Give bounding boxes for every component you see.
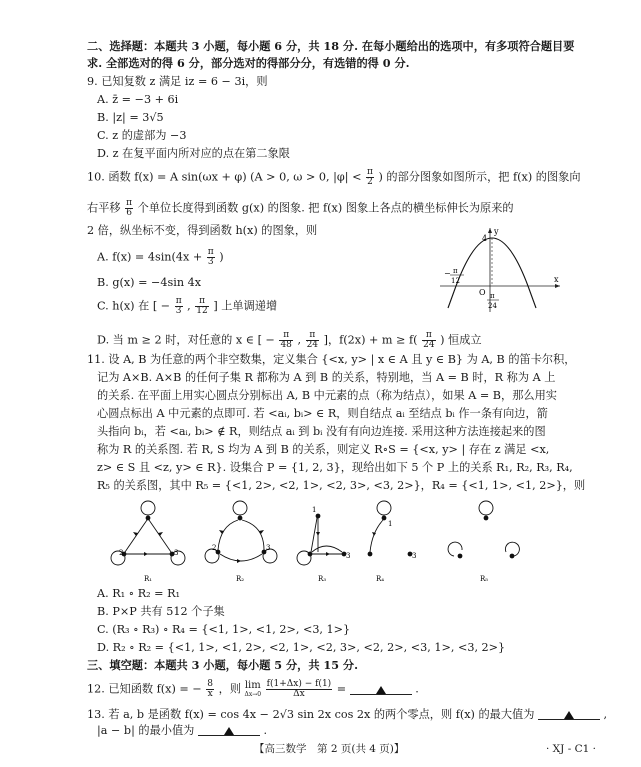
q11-option-a: A. R₁ ∘ R₂ = R₁ [97, 587, 180, 600]
q11-option-b: B. P×P 共有 512 个子集 [97, 605, 225, 618]
q11-line-5: 头指向 bᵢ，若 <aᵢ, bᵢ> ∉ R，则结点 aᵢ 到 bᵢ 没有有向边连接. 采用这种方法连接起来的图 [97, 425, 546, 438]
svg-text:1: 1 [388, 520, 393, 528]
q9-option-d: D. z 在复平面内所对应的点在第二象限 [97, 147, 290, 160]
q13-line-2: |a − b| 的最小值为 . [97, 724, 268, 737]
q9-option-c: C. z 的虚部为 −3 [97, 129, 187, 142]
graph-r2-label: R₂ [236, 575, 245, 583]
q10-line-3: 2 倍，纵坐标不变，得到函数 h(x) 的图象，则 [87, 224, 318, 237]
footer-page-info: 【高三数学 第 2 页(共 4 页)】 [254, 743, 405, 755]
q10-option-d: D. 当 m ≥ 2 时，对任意的 x ∈ [ − $\frac{\pi}{48}$ , $\frac{\pi}{24}$ ]，f(2x) + m ≥ f( $\frac{\pi}{24}$ ) 恒成立 [97, 330, 482, 350]
graph-y-tick-4: 4 [482, 234, 488, 243]
graph-r1-label: R₁ [144, 575, 153, 583]
svg-text:1: 1 [312, 506, 317, 514]
q13-answer-blank-1[interactable] [538, 707, 600, 720]
graph-r4-label: R₄ [376, 575, 385, 583]
graph-x-tick-left-den: 12 [451, 277, 460, 285]
q11-line-6: 称为 R 的关系图. 若 R, S 均为 A 到 B 的关系，则定义 R∘S = {<x, y> | 存在 z 满足 <x, [97, 443, 550, 456]
section-3-heading: 三、填空题：本题共 3 小题，每小题 5 分，共 15 分. [87, 658, 358, 672]
graph-origin: O [479, 288, 486, 297]
section-2-heading-line-2: 求. 全部选对的得 6 分，部分选对的得部分分，有选错的得 0 分. [87, 56, 410, 70]
q10-option-c: C. h(x) 在 [ − $\frac{\pi}{3}$ , $\frac{\pi}{12}$ ] 上单调递增 [97, 296, 278, 316]
graph-r3-label: R₃ [318, 575, 327, 583]
q11-line-8: R₅ 的关系图，其中 R₅ = {<1, 2>, <2, 1>, <2, 3>, <3, 2>}，R₄ = {<1, 1>, <1, 2>}，则 [97, 479, 586, 492]
q10-option-a: A. f(x) = 4sin(4x + $\frac{\pi}{3}$ ) [97, 247, 224, 267]
q10-stem-part-2: ) 的部分图象如图所示，把 f(x) 的图象向 [378, 170, 581, 184]
triangle-icon [224, 727, 234, 735]
q11-line-1: 11. 设 A, B 为任意的两个非空数集，定义集合 {<x, y> | x ∈ A 且 y ∈ B} 为 A, B 的笛卡尔积， [87, 353, 576, 366]
q11-option-d: D. R₂ ∘ R₂ = {<1, 1>, <1, 2>, <2, 1>, <2, 3>, <2, 2>, <3, 1>, <3, 2>} [97, 641, 506, 654]
graph-r5-label: R₅ [480, 575, 489, 583]
svg-text:2: 2 [119, 549, 124, 557]
q9-option-a: A. z̄ = −3 + 6i [97, 93, 179, 106]
q10-stem [87, 168, 581, 187]
svg-text:3: 3 [412, 552, 417, 560]
graph-x-tick-right-num: π [490, 292, 495, 300]
svg-text:3: 3 [174, 549, 179, 557]
q12-stem: 12. 已知函数 f(x) = − $\frac{8}{x}$ ，则 lim Δx→0 $\frac{f(1+\Delta x) - f(1)}{\Delta x}$ = . [87, 679, 419, 699]
graph-r4 [368, 501, 417, 583]
graph-r2 [205, 501, 277, 583]
q13-line-1: 13. 若 a, b 是函数 f(x) = cos 4x − 2√3 sin 2x cos 2x 的两个零点，则 f(x) 的最大值为 , [87, 708, 608, 721]
q10-frac-pi-over-2: $\frac{\pi}{2}$ [367, 167, 373, 187]
svg-text:2: 2 [212, 544, 217, 552]
q11-line-2: 记为 A×B. A×B 的任何子集 R 都称为 A 到 B 的关系，特别地，当 A = B 时，R 称为 A 上 [97, 371, 556, 384]
q11-line-4: 心圆点标出 A 中元素的点即可. 若 <aᵢ, bᵢ> ∈ R，则自结点 aᵢ 至结点 bᵢ 作一条有向边，箭 [97, 407, 548, 420]
svg-text:3: 3 [266, 544, 271, 552]
q10-stem-part-1: 10. 函数 f(x) = A sin(ωx + φ) (A > 0, ω > 0, |φ| < [87, 170, 362, 184]
graph-x-tick-left-sign: − [444, 269, 451, 278]
q10-line-2: 右平移 $\frac{\pi}{6}$ 个单位长度得到函数 g(x) 的图象. 把 f(x) 图象上各点的横坐标伸长为原来的 [87, 198, 514, 218]
graph-x-tick-right-den: 24 [488, 302, 497, 310]
q11-line-7: z> ∈ S 且 <z, y> ∈ R}. 设集合 P = {1, 2, 3}，现给出如下 5 个 P 上的关系 R₁, R₂, R₃, R₄, [97, 461, 573, 474]
q9-stem: 9. 已知复数 z 满足 iz = 6 − 3i，则 [87, 75, 268, 88]
q9-option-b: B. |z| = 3√5 [97, 111, 164, 124]
graph-y-label: y [494, 227, 499, 236]
q10-sine-graph [436, 224, 566, 314]
triangle-icon [564, 711, 574, 719]
graph-x-tick-left-num: π [453, 267, 458, 275]
graph-r5 [448, 501, 519, 583]
q10-option-b: B. g(x) = −4sin 4x [97, 276, 202, 289]
q10-frac-pi-over-6: $\frac{\pi}{6}$ [126, 198, 133, 218]
graph-x-label: x [554, 275, 559, 284]
q12-answer-blank[interactable] [350, 682, 412, 695]
section-2-heading-line-1: 二、选择题：本题共 3 小题，每小题 6 分，共 18 分. 在每小题给出的选项中，有多项符合题目要 [87, 39, 575, 53]
footer-code: · XJ - C1 · [546, 743, 596, 755]
q11-relation-graphs [108, 496, 528, 588]
q11-line-3: 的关系. 在平面上用实心圆点分别标出 A, B 中元素的点（称为结点），如果 A = B，那么用实 [97, 389, 557, 402]
q11-option-c: C. (R₃ ∘ R₃) ∘ R₄ = {<1, 1>, <1, 2>, <3, 1>} [97, 623, 351, 636]
graph-r1 [111, 501, 185, 583]
svg-text:3: 3 [346, 552, 351, 560]
q13-answer-blank-2[interactable] [198, 723, 260, 736]
triangle-icon [376, 686, 386, 694]
graph-r3 [297, 506, 350, 583]
